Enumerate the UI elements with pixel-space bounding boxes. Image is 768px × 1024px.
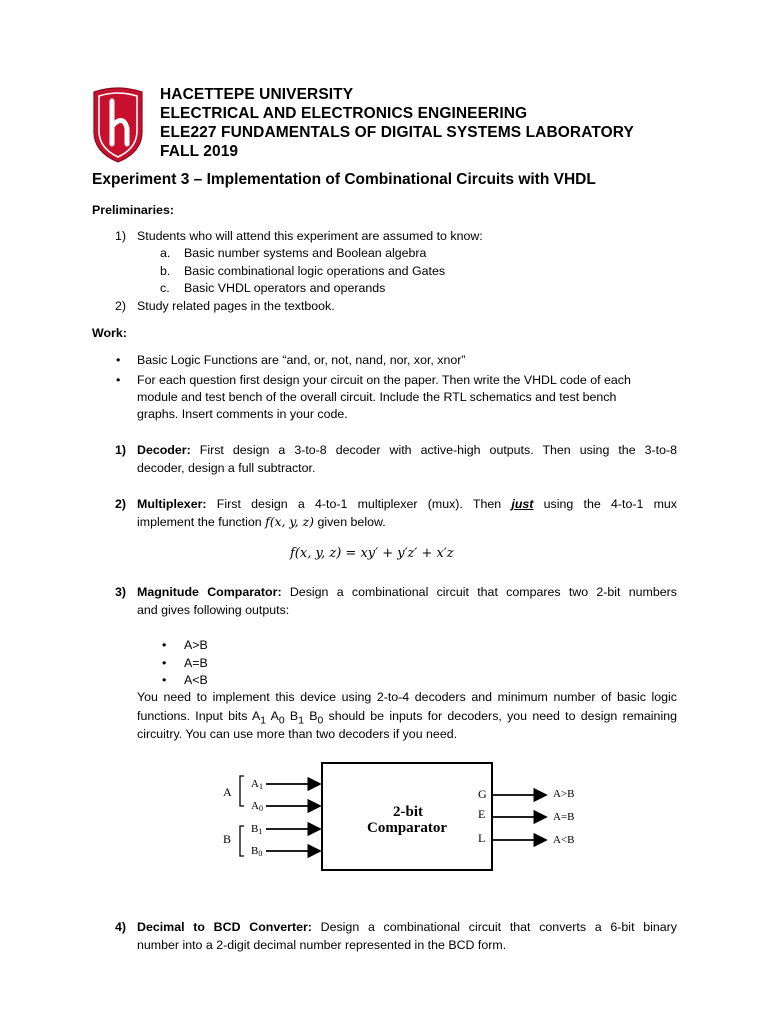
question-number: 1) [115,443,127,457]
subscript: 1 [298,715,304,727]
question-text: and gives following outputs: [137,603,290,617]
subscript: 0 [317,715,324,727]
prelim-subitem-text: Basic VHDL operators and operands [184,281,386,295]
work-bullet-text: graphs. Insert comments in your code. [137,407,348,421]
prelim-item-text: Study related pages in the textbook. [137,299,335,313]
prelim-subitem-letter: b. [160,264,171,278]
question-text: number into a 2-digit decimal number represented in the BCD form. [137,938,507,952]
question-label: Decimal to BCD Converter: [137,920,312,934]
input-a1-label: A1 [251,778,263,791]
subscript: 0 [278,715,285,727]
output-gt-text: A>B [553,788,575,800]
comparator-output: A=B [184,656,208,670]
prelim-subitem-letter: a. [160,246,171,260]
preliminaries-heading: Preliminaries: [92,203,174,217]
bullet-icon: • [162,673,167,687]
work-bullet-text: Basic Logic Functions are “and, or, not, nand, nor, xor, xnor” [137,353,466,367]
prelim-subitem-letter: c. [160,281,170,295]
input-b1-label: B1 [251,823,263,836]
question-text: First design a 3-to-8 decoder with active-high outputs. Then using the 3-to-8 [199,443,677,457]
output-eq-text: A=B [553,811,575,823]
prelim-item-text: Students who will attend this experiment are assumed to know: [137,229,483,243]
bracket-a [240,776,244,806]
question-text: given below. [317,515,386,529]
bracket-b [240,826,244,856]
question-text: Design a combinational circuit that converts a 6-bit binary [320,920,677,934]
question-text: B [284,709,299,723]
question-text: Design a combinational circuit that compares two 2-bit numbers [289,585,677,599]
comparator-output: A>B [184,638,208,652]
question-text: functions. Input bits A [137,709,261,723]
header-course: ELE227 FUNDAMENTALS OF DIGITAL SYSTEMS LABORATORY [160,124,634,141]
output-lt-text: A<B [553,834,575,846]
group-b-label: B [223,832,232,846]
question-text: circuitry. You can use more than two decoders if you need. [137,727,458,741]
question-text: using the 4-to-1 mux [543,497,677,511]
question-number: 4) [115,920,127,934]
prelim-subitem-text: Basic combinational logic operations and Gates [184,264,446,278]
input-b0-label: B0 [251,845,263,858]
prelim-item-number: 1) [115,229,127,243]
prelim-subitem-text: Basic number systems and Boolean algebra [184,246,427,260]
question-label: Multiplexer: [137,497,207,511]
subscript: 1 [260,715,267,727]
output-l-label: L [478,831,486,845]
question-text: First design a 4-to-1 multiplexer (mux). Then [216,497,502,511]
experiment-title: Experiment 3 – Implementation of Combinational Circuits with VHDL [92,171,596,188]
header-department: ELECTRICAL AND ELECTRONICS ENGINEERING [160,105,528,122]
bullet-icon: • [116,353,121,367]
group-a-label: A [223,785,232,799]
header-university: HACETTEPE UNIVERSITY [160,86,354,103]
work-bullet-text: module and test bench of the overall circuit. Include the RTL schematics and test bench [137,390,617,404]
prelim-item-number: 2) [115,299,127,313]
bullet-icon: • [116,373,121,387]
question-number: 3) [115,585,127,599]
comparator-output: A<B [184,673,208,687]
question-text: B [303,709,318,723]
question-text: A [266,709,279,723]
bullet-icon: • [162,638,167,652]
header-term: FALL 2019 [160,143,239,160]
work-heading: Work: [92,326,127,340]
bullet-icon: • [162,656,167,670]
box-title-line1: 2-bit [393,804,423,820]
question-4-line [137,920,677,934]
emphasis-text: just [511,497,534,511]
question-label: Decoder: [137,443,191,457]
question-text: implement the function [137,515,262,529]
question-text: decoder, design a full subtractor. [137,461,316,475]
output-g-label: G [478,787,487,801]
question-text: should be inputs for decoders, you need to design remaining [323,709,677,723]
function-name: f(x, y, z) [265,514,315,529]
work-bullet-text: For each question first design your circuit on the paper. Then write the VHDL code of each [137,373,631,387]
question-number: 2) [115,497,127,511]
question-text: You need to implement this device using 2-to-4 decoders and minimum number of basic logic [137,690,677,704]
input-a0-label: A0 [251,800,263,813]
output-e-label: E [478,807,486,821]
box-title-line2: Comparator [367,820,447,836]
equation: f(x, y, z) = xy′ + y′z′ + x′z [290,546,454,561]
question-label: Magnitude Comparator: [137,585,282,599]
